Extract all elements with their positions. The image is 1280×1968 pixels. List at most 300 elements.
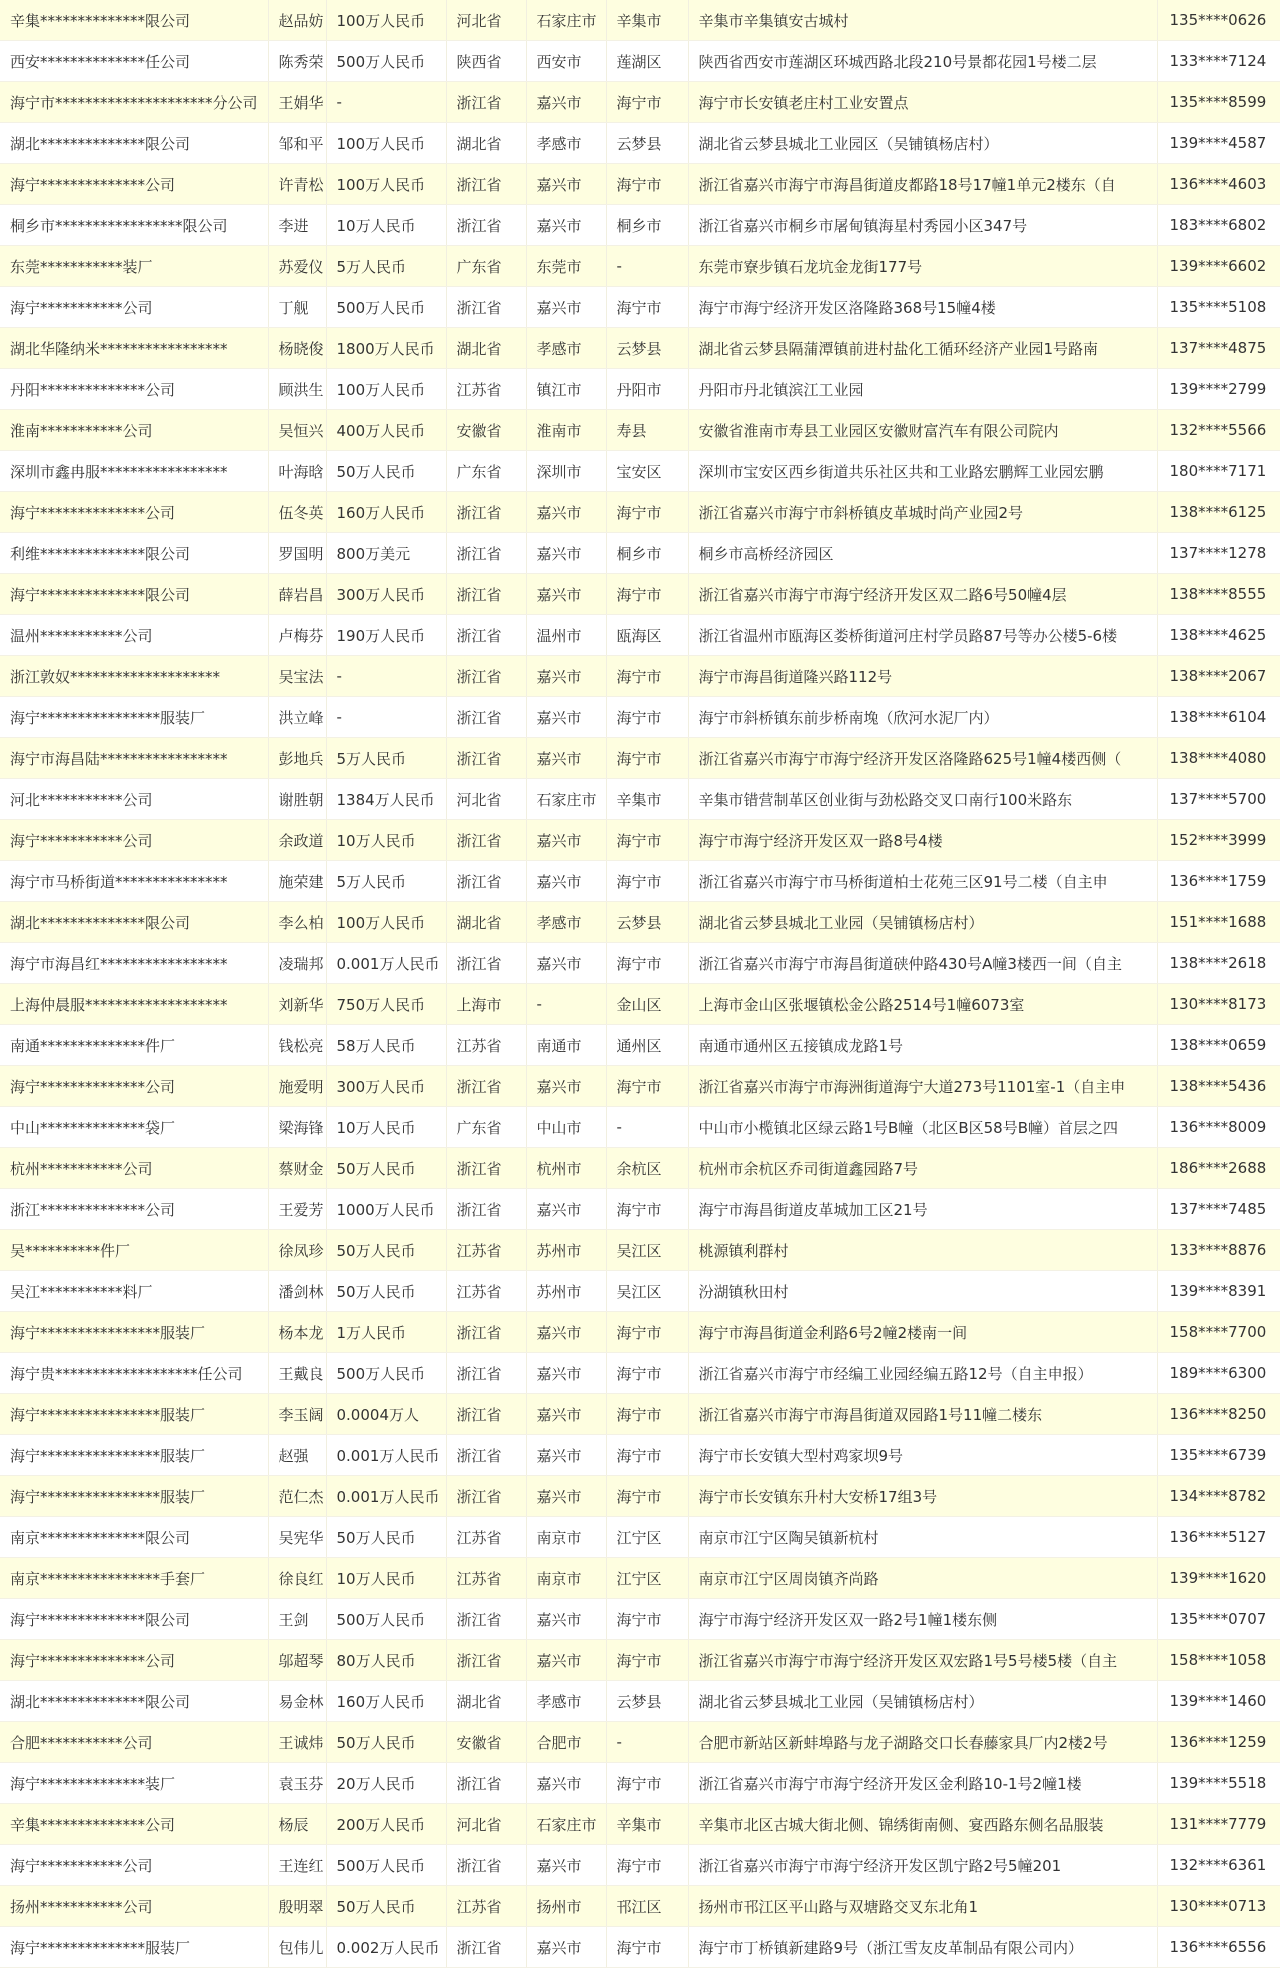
cell-person: 罗国明	[268, 533, 326, 574]
cell-city: 嘉兴市	[526, 1845, 606, 1886]
cell-city: 淮南市	[526, 410, 606, 451]
cell-district: 辛集市	[606, 1804, 688, 1845]
cell-province: 浙江省	[446, 820, 526, 861]
cell-district: 海宁市	[606, 1435, 688, 1476]
cell-district: 海宁市	[606, 1066, 688, 1107]
cell-phone: 152****3999	[1157, 820, 1280, 861]
table-row	[0, 451, 1280, 492]
cell-company: 海宁**************限公司	[0, 1599, 268, 1640]
cell-province: 浙江省	[446, 205, 526, 246]
cell-person: 易金林	[268, 1681, 326, 1722]
cell-company: 海宁****************服装厂	[0, 697, 268, 738]
cell-district: -	[606, 1107, 688, 1148]
cell-person: 谢胜朝	[268, 779, 326, 820]
cell-province: 浙江省	[446, 1353, 526, 1394]
cell-district: 莲湖区	[606, 41, 688, 82]
cell-province: 湖北省	[446, 328, 526, 369]
cell-address: 湖北省云梦县隔蒲潭镇前进村盐化工循环经济产业园1号路南	[688, 328, 1157, 369]
cell-phone: 183****6802	[1157, 205, 1280, 246]
cell-district: 桐乡市	[606, 205, 688, 246]
cell-province: 湖北省	[446, 123, 526, 164]
table-row	[0, 492, 1280, 533]
cell-capital: 20万人民币	[326, 1763, 446, 1804]
cell-company: 丹阳**************公司	[0, 369, 268, 410]
cell-phone: 138****4625	[1157, 615, 1280, 656]
table-row	[0, 41, 1280, 82]
cell-phone: 138****6125	[1157, 492, 1280, 533]
cell-district: 海宁市	[606, 164, 688, 205]
cell-district: 海宁市	[606, 82, 688, 123]
table-row	[0, 1517, 1280, 1558]
cell-province: 江苏省	[446, 1230, 526, 1271]
cell-city: 中山市	[526, 1107, 606, 1148]
cell-province: 浙江省	[446, 861, 526, 902]
cell-person: 洪立峰	[268, 697, 326, 738]
cell-district: 通州区	[606, 1025, 688, 1066]
cell-province: 河北省	[446, 0, 526, 41]
cell-district: 云梦县	[606, 123, 688, 164]
cell-capital: 1000万人民币	[326, 1189, 446, 1230]
cell-capital: 50万人民币	[326, 1517, 446, 1558]
table-row	[0, 697, 1280, 738]
cell-district: 云梦县	[606, 328, 688, 369]
cell-company: 杭州***********公司	[0, 1148, 268, 1189]
cell-person: 凌瑞邦	[268, 943, 326, 984]
table-row	[0, 246, 1280, 287]
cell-district: 江宁区	[606, 1517, 688, 1558]
cell-city: 南京市	[526, 1558, 606, 1599]
cell-company: 湖北**************限公司	[0, 1681, 268, 1722]
cell-province: 浙江省	[446, 615, 526, 656]
cell-province: 江苏省	[446, 1025, 526, 1066]
cell-address: 海宁市海昌街道皮革城加工区21号	[688, 1189, 1157, 1230]
cell-district: -	[606, 246, 688, 287]
cell-district: 海宁市	[606, 1640, 688, 1681]
cell-phone: 139****1460	[1157, 1681, 1280, 1722]
cell-company: 海宁市海昌红*****************	[0, 943, 268, 984]
cell-company: 深圳市鑫冉服*****************	[0, 451, 268, 492]
cell-company: 西安**************任公司	[0, 41, 268, 82]
table-row	[0, 82, 1280, 123]
cell-capital: 1万人民币	[326, 1312, 446, 1353]
cell-city: 孝感市	[526, 902, 606, 943]
cell-phone: 158****7700	[1157, 1312, 1280, 1353]
table-row	[0, 615, 1280, 656]
cell-capital: -	[326, 697, 446, 738]
cell-province: 浙江省	[446, 1763, 526, 1804]
cell-capital: 58万人民币	[326, 1025, 446, 1066]
cell-address: 海宁市丁桥镇新建路9号（浙江雪友皮革制品有限公司内）	[688, 1927, 1157, 1968]
cell-capital: 10万人民币	[326, 205, 446, 246]
cell-province: 江苏省	[446, 1271, 526, 1312]
cell-person: 杨辰	[268, 1804, 326, 1845]
cell-address: 深圳市宝安区西乡街道共乐社区共和工业路宏鹏辉工业园宏鹏	[688, 451, 1157, 492]
cell-address: 汾湖镇秋田村	[688, 1271, 1157, 1312]
cell-phone: 132****6361	[1157, 1845, 1280, 1886]
cell-phone: 135****6739	[1157, 1435, 1280, 1476]
cell-district: 海宁市	[606, 287, 688, 328]
cell-company: 湖北**************限公司	[0, 123, 268, 164]
cell-phone: 151****1688	[1157, 902, 1280, 943]
cell-company: 桐乡市*****************限公司	[0, 205, 268, 246]
cell-city: 南通市	[526, 1025, 606, 1066]
cell-district: 江宁区	[606, 1558, 688, 1599]
cell-address: 湖北省云梦县城北工业园（吴铺镇杨店村）	[688, 1681, 1157, 1722]
cell-capital: 0.001万人民币	[326, 1435, 446, 1476]
cell-city: 孝感市	[526, 328, 606, 369]
cell-address: 南京市江宁区陶吴镇新杭村	[688, 1517, 1157, 1558]
cell-city: 嘉兴市	[526, 1927, 606, 1968]
cell-person: 王诚炜	[268, 1722, 326, 1763]
cell-district: 海宁市	[606, 1845, 688, 1886]
cell-capital: 50万人民币	[326, 1722, 446, 1763]
cell-province: 河北省	[446, 1804, 526, 1845]
cell-district: -	[606, 1722, 688, 1763]
cell-capital: 500万人民币	[326, 1599, 446, 1640]
cell-person: 薛岩昌	[268, 574, 326, 615]
cell-company: 海宁****************服装厂	[0, 1476, 268, 1517]
table-row	[0, 861, 1280, 902]
cell-person: 邬超琴	[268, 1640, 326, 1681]
cell-capital: 190万人民币	[326, 615, 446, 656]
cell-capital: 1800万人民币	[326, 328, 446, 369]
table-row	[0, 1763, 1280, 1804]
table-row	[0, 1107, 1280, 1148]
cell-city: 合肥市	[526, 1722, 606, 1763]
cell-address: 丹阳市丹北镇滨江工业园	[688, 369, 1157, 410]
cell-city: 温州市	[526, 615, 606, 656]
cell-province: 浙江省	[446, 697, 526, 738]
cell-city: 嘉兴市	[526, 287, 606, 328]
cell-district: 云梦县	[606, 1681, 688, 1722]
cell-province: 浙江省	[446, 574, 526, 615]
cell-address: 海宁市长安镇老庄村工业安置点	[688, 82, 1157, 123]
cell-city: 嘉兴市	[526, 164, 606, 205]
cell-address: 浙江省嘉兴市海宁市海宁经济开发区凯宁路2号5幢201	[688, 1845, 1157, 1886]
cell-company: 南京****************手套厂	[0, 1558, 268, 1599]
cell-province: 安徽省	[446, 410, 526, 451]
cell-city: 嘉兴市	[526, 656, 606, 697]
cell-person: 范仁杰	[268, 1476, 326, 1517]
cell-person: 许青松	[268, 164, 326, 205]
cell-province: 浙江省	[446, 1845, 526, 1886]
cell-city: 苏州市	[526, 1271, 606, 1312]
cell-address: 海宁市长安镇大型村鸡家坝9号	[688, 1435, 1157, 1476]
cell-city: 嘉兴市	[526, 1353, 606, 1394]
cell-province: 浙江省	[446, 656, 526, 697]
table-row	[0, 574, 1280, 615]
table-row	[0, 943, 1280, 984]
cell-capital: 500万人民币	[326, 287, 446, 328]
cell-phone: 132****5566	[1157, 410, 1280, 451]
cell-phone: 139****4587	[1157, 123, 1280, 164]
cell-address: 南京市江宁区周岗镇齐尚路	[688, 1558, 1157, 1599]
table-row	[0, 1640, 1280, 1681]
cell-address: 海宁市海宁经济开发区双一路8号4楼	[688, 820, 1157, 861]
cell-district: 海宁市	[606, 943, 688, 984]
cell-province: 浙江省	[446, 1599, 526, 1640]
cell-district: 海宁市	[606, 1353, 688, 1394]
cell-capital: 50万人民币	[326, 1271, 446, 1312]
cell-district: 宝安区	[606, 451, 688, 492]
cell-city: 嘉兴市	[526, 1763, 606, 1804]
cell-company: 海宁**************服装厂	[0, 1927, 268, 1968]
cell-province: 广东省	[446, 451, 526, 492]
cell-address: 浙江省嘉兴市海宁市海宁经济开发区金利路10-1号2幢1楼	[688, 1763, 1157, 1804]
cell-person: 潘剑林	[268, 1271, 326, 1312]
cell-province: 浙江省	[446, 82, 526, 123]
cell-phone: 180****7171	[1157, 451, 1280, 492]
cell-province: 浙江省	[446, 1148, 526, 1189]
cell-capital: -	[326, 656, 446, 697]
cell-person: 丁舰	[268, 287, 326, 328]
cell-capital: 0.001万人民币	[326, 1476, 446, 1517]
cell-capital: 160万人民币	[326, 492, 446, 533]
cell-district: 辛集市	[606, 779, 688, 820]
cell-person: 彭地兵	[268, 738, 326, 779]
cell-capital: 50万人民币	[326, 1230, 446, 1271]
cell-capital: 100万人民币	[326, 123, 446, 164]
table-row	[0, 1722, 1280, 1763]
cell-person: 王连红	[268, 1845, 326, 1886]
cell-city: 嘉兴市	[526, 1312, 606, 1353]
cell-person: 殷明翠	[268, 1886, 326, 1927]
cell-address: 浙江省嘉兴市海宁市斜桥镇皮革城时尚产业园2号	[688, 492, 1157, 533]
cell-company: 合肥***********公司	[0, 1722, 268, 1763]
table-row	[0, 1435, 1280, 1476]
cell-city: 东莞市	[526, 246, 606, 287]
cell-person: 蔡财金	[268, 1148, 326, 1189]
cell-person: 梁海锋	[268, 1107, 326, 1148]
cell-city: 嘉兴市	[526, 533, 606, 574]
cell-province: 上海市	[446, 984, 526, 1025]
cell-address: 浙江省嘉兴市海宁市海昌街道双园路1号11幢二楼东	[688, 1394, 1157, 1435]
cell-person: 顾洪生	[268, 369, 326, 410]
cell-phone: 138****2067	[1157, 656, 1280, 697]
cell-capital: 10万人民币	[326, 820, 446, 861]
cell-district: 桐乡市	[606, 533, 688, 574]
cell-phone: 137****7485	[1157, 1189, 1280, 1230]
table-row	[0, 164, 1280, 205]
cell-city: 嘉兴市	[526, 820, 606, 861]
cell-province: 浙江省	[446, 738, 526, 779]
cell-person: 余政道	[268, 820, 326, 861]
cell-company: 海宁****************服装厂	[0, 1312, 268, 1353]
cell-phone: 136****8009	[1157, 1107, 1280, 1148]
cell-company: 浙江敦奴********************	[0, 656, 268, 697]
cell-province: 湖北省	[446, 1681, 526, 1722]
cell-district: 海宁市	[606, 574, 688, 615]
cell-capital: 100万人民币	[326, 369, 446, 410]
cell-capital: 5万人民币	[326, 861, 446, 902]
cell-address: 辛集市错营制革区创业街与劲松路交叉口南行100米路东	[688, 779, 1157, 820]
cell-phone: 139****1620	[1157, 1558, 1280, 1599]
cell-company: 海宁**************公司	[0, 164, 268, 205]
cell-company: 海宁**************公司	[0, 492, 268, 533]
cell-province: 广东省	[446, 246, 526, 287]
cell-city: 嘉兴市	[526, 861, 606, 902]
cell-capital: 0.0004万人	[326, 1394, 446, 1435]
cell-capital: 50万人民币	[326, 1886, 446, 1927]
cell-person: 吴宪华	[268, 1517, 326, 1558]
cell-district: 海宁市	[606, 697, 688, 738]
cell-address: 浙江省嘉兴市海宁市海宁经济开发区洛隆路625号1幢4楼西侧（	[688, 738, 1157, 779]
cell-city: 嘉兴市	[526, 82, 606, 123]
table-row	[0, 1148, 1280, 1189]
cell-company: 海宁**************公司	[0, 1066, 268, 1107]
cell-company: 海宁市*********************分公司	[0, 82, 268, 123]
cell-city: 嘉兴市	[526, 697, 606, 738]
cell-province: 江苏省	[446, 1886, 526, 1927]
cell-district: 余杭区	[606, 1148, 688, 1189]
cell-person: 袁玉芬	[268, 1763, 326, 1804]
cell-city: 孝感市	[526, 1681, 606, 1722]
cell-district: 海宁市	[606, 861, 688, 902]
cell-capital: 10万人民币	[326, 1558, 446, 1599]
cell-phone: 138****4080	[1157, 738, 1280, 779]
cell-address: 浙江省嘉兴市海宁市马桥街道柏士花苑三区91号二楼（自主申	[688, 861, 1157, 902]
cell-district: 寿县	[606, 410, 688, 451]
cell-phone: 133****8876	[1157, 1230, 1280, 1271]
cell-city: 嘉兴市	[526, 1476, 606, 1517]
cell-city: 扬州市	[526, 1886, 606, 1927]
cell-phone: 139****6602	[1157, 246, 1280, 287]
cell-city: 深圳市	[526, 451, 606, 492]
cell-address: 东莞市寮步镇石龙坑金龙街177号	[688, 246, 1157, 287]
cell-district: 海宁市	[606, 656, 688, 697]
cell-address: 陕西省西安市莲湖区环城西路北段210号景都花园1号楼二层	[688, 41, 1157, 82]
table-row	[0, 902, 1280, 943]
cell-person: 叶海晗	[268, 451, 326, 492]
cell-person: 邹和平	[268, 123, 326, 164]
cell-company: 辛集**************公司	[0, 1804, 268, 1845]
cell-company: 上海仲晨服*******************	[0, 984, 268, 1025]
cell-province: 浙江省	[446, 533, 526, 574]
cell-company: 吴**********件厂	[0, 1230, 268, 1271]
cell-capital: 160万人民币	[326, 1681, 446, 1722]
cell-address: 中山市小榄镇北区绿云路1号B幢（北区B区58号B幢）首层之四	[688, 1107, 1157, 1148]
cell-company: 湖北**************限公司	[0, 902, 268, 943]
cell-address: 杭州市余杭区乔司街道鑫园路7号	[688, 1148, 1157, 1189]
table-row	[0, 287, 1280, 328]
cell-person: 伍冬英	[268, 492, 326, 533]
cell-person: 李进	[268, 205, 326, 246]
cell-district: 海宁市	[606, 738, 688, 779]
cell-address: 辛集市辛集镇安古城村	[688, 0, 1157, 41]
cell-address: 浙江省嘉兴市海宁市海洲街道海宁大道273号1101室-1（自主申	[688, 1066, 1157, 1107]
cell-district: 吴江区	[606, 1230, 688, 1271]
cell-city: 西安市	[526, 41, 606, 82]
cell-person: 赵品妨	[268, 0, 326, 41]
cell-capital: 300万人民币	[326, 1066, 446, 1107]
cell-person: 钱松亮	[268, 1025, 326, 1066]
cell-phone: 131****7779	[1157, 1804, 1280, 1845]
cell-person: 王爱芳	[268, 1189, 326, 1230]
cell-address: 海宁市海宁经济开发区洛隆路368号15幢4楼	[688, 287, 1157, 328]
cell-phone: 138****2618	[1157, 943, 1280, 984]
cell-phone: 130****0713	[1157, 1886, 1280, 1927]
cell-district: 瓯海区	[606, 615, 688, 656]
cell-person: 李么柏	[268, 902, 326, 943]
cell-company: 南通**************件厂	[0, 1025, 268, 1066]
cell-city: 嘉兴市	[526, 1066, 606, 1107]
cell-person: 赵强	[268, 1435, 326, 1476]
cell-capital: 50万人民币	[326, 1148, 446, 1189]
cell-province: 浙江省	[446, 1066, 526, 1107]
cell-province: 安徽省	[446, 1722, 526, 1763]
cell-phone: 136****8250	[1157, 1394, 1280, 1435]
cell-phone: 158****1058	[1157, 1640, 1280, 1681]
table-row	[0, 0, 1280, 41]
cell-province: 湖北省	[446, 902, 526, 943]
table-row	[0, 1558, 1280, 1599]
cell-address: 桃源镇利群村	[688, 1230, 1157, 1271]
cell-company: 湖北华隆纳米*****************	[0, 328, 268, 369]
cell-address: 海宁市斜桥镇东前步桥南堍（欣河水泥厂内）	[688, 697, 1157, 738]
cell-address: 湖北省云梦县城北工业园区（吴铺镇杨店村）	[688, 123, 1157, 164]
cell-person: 卢梅芬	[268, 615, 326, 656]
cell-capital: 500万人民币	[326, 1845, 446, 1886]
cell-district: 海宁市	[606, 1394, 688, 1435]
cell-phone: 130****8173	[1157, 984, 1280, 1025]
cell-district: 云梦县	[606, 902, 688, 943]
cell-company: 温州***********公司	[0, 615, 268, 656]
table-row	[0, 779, 1280, 820]
cell-province: 浙江省	[446, 1189, 526, 1230]
cell-phone: 137****4875	[1157, 328, 1280, 369]
cell-city: 嘉兴市	[526, 738, 606, 779]
cell-capital: 500万人民币	[326, 1353, 446, 1394]
table-row	[0, 1189, 1280, 1230]
cell-province: 陕西省	[446, 41, 526, 82]
cell-person: 吴宝法	[268, 656, 326, 697]
cell-company: 利维**************限公司	[0, 533, 268, 574]
cell-phone: 135****0707	[1157, 1599, 1280, 1640]
cell-address: 辛集市北区古城大街北侧、锦绣街南侧、宴西路东侧名品服装	[688, 1804, 1157, 1845]
cell-address: 湖北省云梦县城北工业园（吴铺镇杨店村）	[688, 902, 1157, 943]
cell-company: 海宁***********公司	[0, 287, 268, 328]
cell-person: 杨本龙	[268, 1312, 326, 1353]
cell-phone: 136****6556	[1157, 1927, 1280, 1968]
cell-person: 王剑	[268, 1599, 326, 1640]
cell-district: 海宁市	[606, 1189, 688, 1230]
cell-capital: 400万人民币	[326, 410, 446, 451]
cell-phone: 138****5436	[1157, 1066, 1280, 1107]
cell-province: 浙江省	[446, 492, 526, 533]
cell-person: 王娟华	[268, 82, 326, 123]
cell-person: 陈秀荣	[268, 41, 326, 82]
cell-city: 嘉兴市	[526, 1435, 606, 1476]
cell-capital: 500万人民币	[326, 41, 446, 82]
cell-company: 河北***********公司	[0, 779, 268, 820]
cell-address: 浙江省嘉兴市海宁市海昌街道皮都路18号17幢1单元2楼东（自	[688, 164, 1157, 205]
table-row	[0, 1599, 1280, 1640]
cell-person: 施爱明	[268, 1066, 326, 1107]
cell-capital: 5万人民币	[326, 738, 446, 779]
cell-phone: 138****0659	[1157, 1025, 1280, 1066]
cell-capital: 100万人民币	[326, 902, 446, 943]
cell-address: 安徽省淮南市寿县工业园区安徽财富汽车有限公司院内	[688, 410, 1157, 451]
cell-city: 嘉兴市	[526, 1599, 606, 1640]
cell-phone: 133****7124	[1157, 41, 1280, 82]
cell-phone: 135****8599	[1157, 82, 1280, 123]
cell-phone: 186****2688	[1157, 1148, 1280, 1189]
cell-phone: 136****1759	[1157, 861, 1280, 902]
cell-capital: 1384万人民币	[326, 779, 446, 820]
cell-address: 海宁市长安镇东升村大安桥17组3号	[688, 1476, 1157, 1517]
cell-company: 海宁市海昌陆*****************	[0, 738, 268, 779]
cell-district: 海宁市	[606, 1927, 688, 1968]
